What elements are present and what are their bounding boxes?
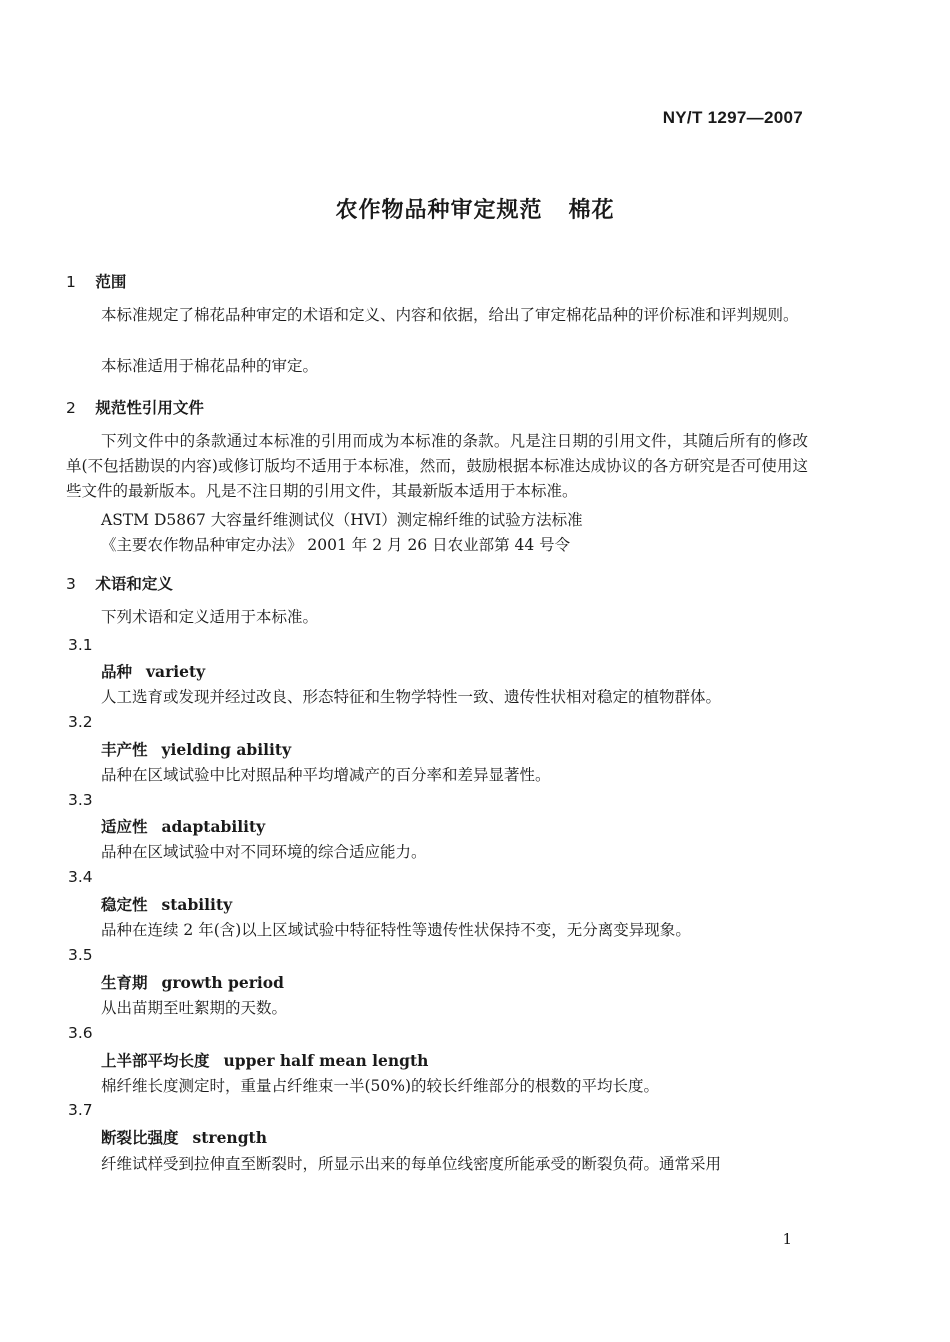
term-number: 3.2 [68,713,93,731]
term-definition: 品种在区域试验中对不同环境的综合适应能力。 [101,843,427,861]
section-1-heading [66,270,126,292]
term-heading [101,660,205,682]
term-definition: 棉纤维长度测定时，重量占纤维束一半(50%)的较长纤维部分的根数的平均长度。 [101,1077,660,1095]
term-heading [101,971,284,993]
section-2-heading [66,396,204,418]
section-2-paragraph: 下列文件中的条款通过本标准的引用而成为本标准的条款。凡是注日期的引用文件，其随后所有的修改单(不包括勘误的内容)或修订版均不适用于本标准，然而，鼓励根据本标准达成协议的各方研究是否可使用这些文件的最新版本。凡是不注日期的引用文件，其最新版本适用于本标准。 [66,432,808,500]
normative-reference-2: 《主要农作物品种审定办法》 2001 年 2 月 26 日农业部第 44 号令 [101,536,571,554]
section-3-intro: 下列术语和定义适用于本标准。 [101,608,319,626]
term-en: variety [146,662,206,681]
section-3-heading [66,572,173,594]
term-definition: 从出苗期至吐絮期的天数。 [101,999,288,1017]
section-number: 2 [66,399,76,417]
term-zh: 适应性 [101,818,148,836]
section-1-paragraph-2: 本标准适用于棉花品种的审定。 [101,357,319,375]
term-en: stability [161,895,233,914]
section-number: 3 [66,575,76,593]
term-number: 3.6 [68,1024,93,1042]
term-number: 3.4 [68,868,93,886]
term-heading [101,893,232,915]
section-1-paragraph-1: 本标准规定了棉花品种审定的术语和定义、内容和依据，给出了审定棉花品种的评价标准和评判规则。 [101,306,799,324]
term-heading [101,1049,428,1071]
section-number: 1 [66,273,76,291]
term-en: strength [192,1128,267,1147]
section-title: 规范性引用文件 [95,399,204,417]
term-zh: 上半部平均长度 [101,1052,210,1070]
term-en: growth period [161,973,284,992]
term-heading [101,1126,267,1148]
section-title: 术语和定义 [95,575,173,593]
term-en: yielding ability [161,740,292,759]
term-heading [101,738,291,760]
term-definition: 人工选育或发现并经过改良、形态特征和生物学特性一致、遗传性状相对稳定的植物群体。 [101,688,722,706]
term-definition: 品种在连续 2 年(含)以上区域试验中特征特性等遗传性状保持不变，无分离变异现象。 [101,921,691,939]
normative-reference-1: ASTM D5867 大容量纤维测试仪（HVI）测定棉纤维的试验方法标准 [101,511,583,529]
term-zh: 丰产性 [101,741,148,759]
term-definition: 纤维试样受到拉伸直至断裂时，所显示出来的每单位线密度所能承受的断裂负荷。通常采用 [101,1155,722,1173]
term-definition: 品种在区域试验中比对照品种平均增减产的百分率和差异显著性。 [101,766,551,784]
term-number: 3.5 [68,946,93,964]
page-number: 1 [782,1230,792,1248]
term-number: 3.7 [68,1101,93,1119]
section-title: 范围 [95,273,127,291]
term-zh: 品种 [101,663,133,681]
document-title: 农作物品种审定规范 棉花 [335,198,615,223]
term-number: 3.3 [68,791,93,809]
standard-code: NY/T 1297—2007 [662,108,803,127]
term-en: adaptability [161,817,266,836]
term-number: 3.1 [68,636,93,654]
term-zh: 断裂比强度 [101,1129,179,1147]
term-zh: 稳定性 [101,896,148,914]
term-zh: 生育期 [101,974,148,992]
term-en: upper half mean length [223,1051,429,1070]
term-heading [101,815,265,837]
